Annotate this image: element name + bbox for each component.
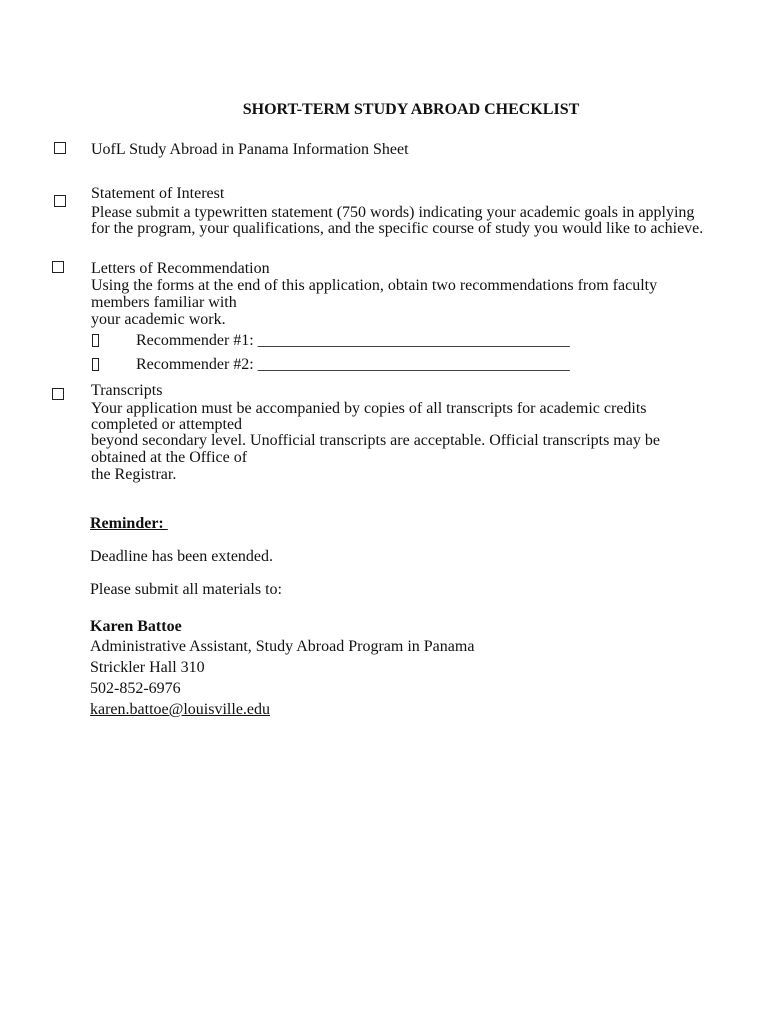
item-body-line: Your application must be accompanied by copies of all transcripts for academic credits — [91, 400, 647, 417]
item-body-line: beyond secondary level. Unofficial transcripts are acceptable. Official transcripts may be — [91, 432, 660, 449]
contact-office: Strickler Hall 310 — [90, 659, 205, 676]
checkbox-recommender-1[interactable] — [92, 334, 99, 347]
contact-phone: 502-852-6976 — [90, 680, 181, 697]
item-heading-statement-of-interest: Statement of Interest — [91, 185, 225, 202]
item-body-line: your academic work. — [91, 311, 226, 328]
item-body-line: Using the forms at the end of this application, obtain two recommendations from faculty — [91, 277, 658, 294]
item-heading-transcripts: Transcripts — [91, 382, 163, 399]
recommender-2-line: Recommender #2: _______________________________________ — [136, 356, 570, 373]
checkbox-recommender-2[interactable] — [92, 358, 99, 371]
document-title: SHORT-TERM STUDY ABROAD CHECKLIST — [242, 101, 580, 118]
contact-email-link[interactable]: karen.battoe@louisville.edu — [90, 701, 271, 718]
item-heading-information-sheet: UofL Study Abroad in Panama Information Sheet — [91, 141, 409, 158]
item-body-line: obtained at the Office of — [91, 449, 248, 466]
checkbox-transcripts[interactable] — [52, 388, 64, 400]
item-body-line: members familiar with — [91, 294, 237, 311]
checkbox-statement-of-interest[interactable] — [54, 195, 66, 207]
checkbox-letters-of-recommendation[interactable] — [52, 261, 64, 273]
item-body-line: completed or attempted — [91, 416, 243, 433]
recommender-1-line: Recommender #1: _______________________________________ — [136, 332, 570, 349]
contact-role: Administrative Assistant, Study Abroad Program in Panama — [90, 638, 475, 655]
item-body-line: for the program, your qualifications, and the specific course of study you would like to achieve. — [91, 220, 704, 237]
submit-instructions: Please submit all materials to: — [90, 581, 282, 598]
contact-name: Karen Battoe — [90, 618, 182, 635]
deadline-text: Deadline has been extended. — [90, 548, 274, 565]
item-body-line: the Registrar. — [91, 466, 177, 483]
item-heading-letters-of-recommendation: Letters of Recommendation — [91, 260, 270, 277]
item-body-line: Please submit a typewritten statement (750 words) indicating your academic goals in applying — [91, 204, 695, 221]
checkbox-information-sheet[interactable] — [54, 142, 66, 154]
reminder-label: Reminder: — [90, 515, 168, 532]
